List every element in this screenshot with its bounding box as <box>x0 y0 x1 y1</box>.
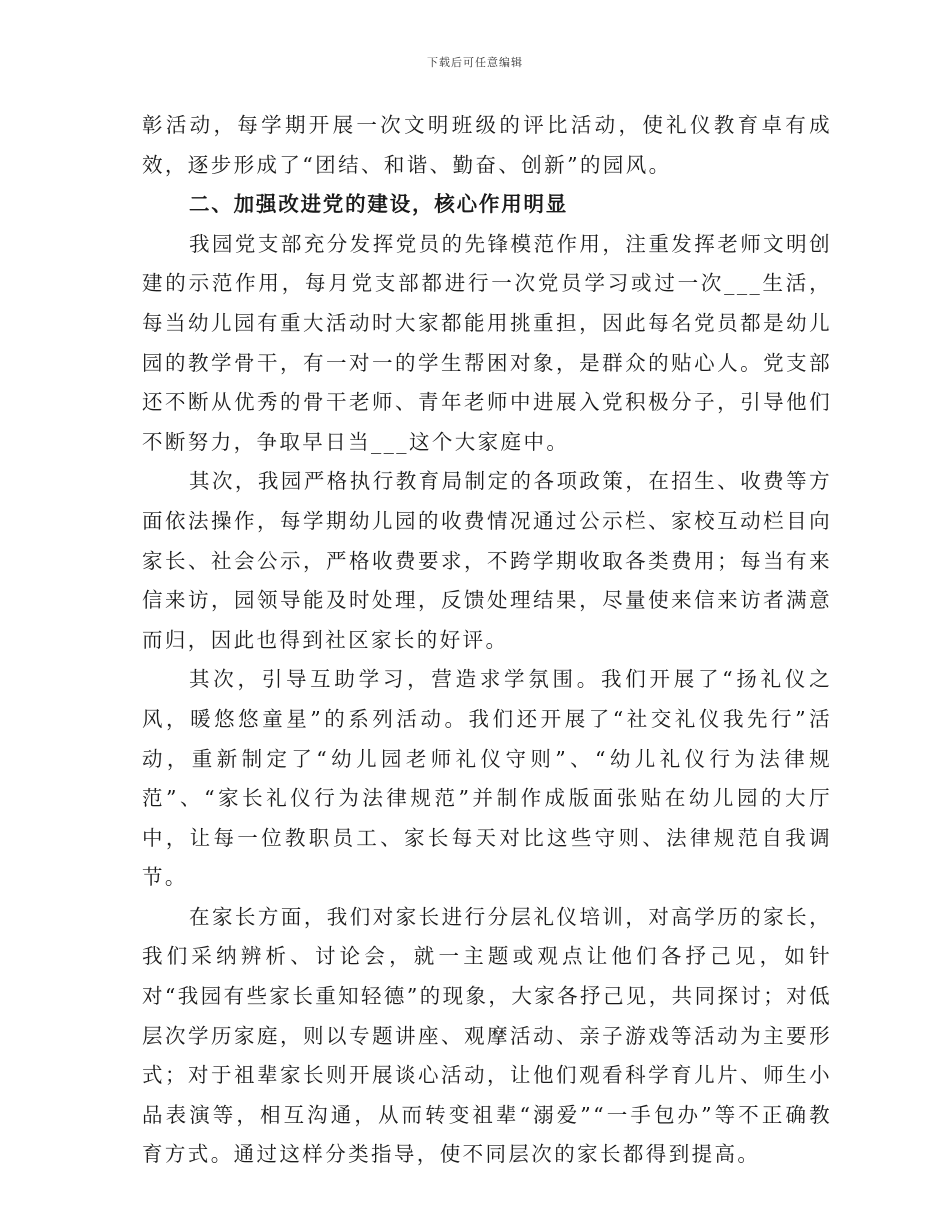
paragraph-policy: 其次，我园严格执行教育局制定的各项政策，在招生、收费等方面依法操作，每学期幼儿园的收费情况通过公示栏、家校互动栏目向家长、社会公示，严格收费要求，不跨学期收取各类费用；每当有来信来访，园领导能及时处理，反馈处理结果，尽量使来信来访者满意而归，因此也得到社区家长的好评。 <box>142 469 832 652</box>
page-header: 下载后可任意编辑 <box>427 56 523 69</box>
document-body <box>142 106 832 1175</box>
paragraph-parent-training: 在家长方面，我们对家长进行分层礼仪培训，对高学历的家长，我们采纳辨析、讨论会，就一主题或观点让他们各抒己见，如针对“我园有些家长重知轻德”的现象，大家各抒己见，共同探讨；对低层次学历家庭，则以专题讲座、观摩活动、亲子游戏等活动为主要形式；对于祖辈家长则开展谈心活动，让他们观看科学育儿片、师生小品表演等，相互沟通，从而转变祖辈“溺爱”“一手包办”等不正确教育方式。通过这样分类指导，使不同层次的家长都得到提高。 <box>142 904 832 1167</box>
section-heading: 二、加强改进党的建设，核心作用明显 <box>189 192 569 217</box>
paragraph-etiquette-activities: 其次，引导互助学习，营造求学氛围。我们开展了“扬礼仪之风，暖悠悠童星”的系列活动。我们还开展了“社交礼仪我先行”活动，重新制定了“幼儿园老师礼仪守则”、“幼儿礼仪行为法律规范”、“家长礼仪行为法律规范”并制作成版面张贴在幼儿园的大厅中，让每一位教职员工、家长每天对比这些守则、法律规范自我调节。 <box>142 667 832 890</box>
paragraph-continuation: 彰活动，每学期开展一次文明班级的评比活动，使礼仪教育卓有成效，逐步形成了“团结、和谐、勤奋、创新”的园风。 <box>142 113 832 177</box>
paragraph-party-branch: 我园党支部充分发挥党员的先锋模范作用，注重发挥老师文明创建的示范作用，每月党支部都进行一次党员学习或过一次___生活，每当幼儿园有重大活动时大家都能用挑重担，因此每名党员都是幼儿园的教学骨干，有一对一的学生帮困对象，是群众的贴心人。党支部还不断从优秀的骨干老师、青年老师中进展入党积极分子，引导他们不断努力，争取早日当___这个大家庭中。 <box>142 231 832 454</box>
